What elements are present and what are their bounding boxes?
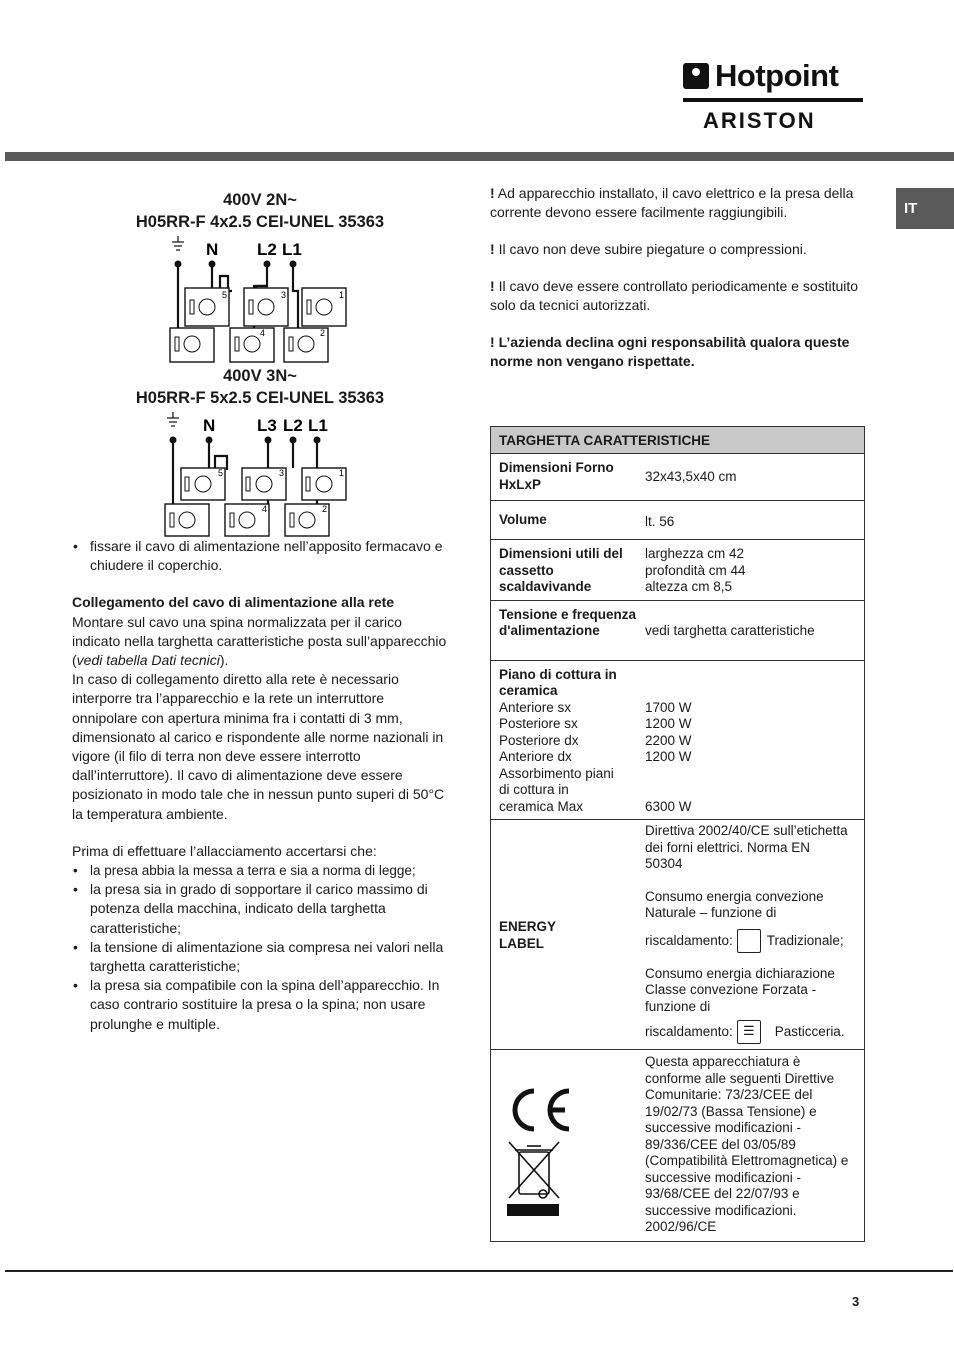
hob-zone-value: 1200 W xyxy=(645,749,692,764)
hob-zone-name: Posteriore dx xyxy=(499,732,579,748)
language-tab: IT xyxy=(896,188,954,229)
energy-directive: Direttiva 2002/40/CE sull’etichetta dei forni elettrici. Norma EN 50304 xyxy=(645,823,848,871)
paragraph-direct-connection: In caso di collegamento diretto alla rete è necessario interporre tra l’apparecchio e la rete un interruttore onnipolare con apertura minima fra i contatti di 3 mm, dimensionato al carico e rispondente alle norme nazionali in vigore (il filo di terra non deve essere interrotto dall’interruttore). Il cavo di alimentazione deve essere posizionato in modo tale che in nessun punto superi di 50°C la temperatura ambiente. xyxy=(72,671,445,822)
hob-zone-value: 2200 W xyxy=(645,732,692,748)
row-value: vedi targhetta caratteristiche xyxy=(638,600,865,660)
row-value: lt. 56 xyxy=(638,501,865,540)
note-2-text: Il cavo non deve subire piegature o compressioni. xyxy=(498,241,807,257)
diagram2-terminal-1: 1 xyxy=(339,468,345,478)
check-bullet: • la tensione di alimentazione sia compresa nei valori nella targhetta caratteristiche; xyxy=(72,938,452,976)
diagram1-label-l1: L1 xyxy=(282,240,302,259)
note-3-text: Il cavo deve essere controllato periodicamente e sostituito solo da tecnici autorizzati. xyxy=(490,278,859,313)
diagram2-terminal-4: 4 xyxy=(262,504,268,514)
diagram2-title-line2: H05RR-F 5x2.5 CEI-UNEL 35363 xyxy=(135,389,385,407)
diagram2-terminal-5: 5 xyxy=(218,468,224,478)
note-2 xyxy=(490,240,870,259)
diagram2-label-l3: L3 xyxy=(257,416,277,435)
drawer-depth: profondità cm 44 xyxy=(645,562,746,578)
note-mark: ! xyxy=(490,334,495,350)
traditional-label: Tradizionale; xyxy=(766,932,844,948)
row-label xyxy=(491,660,639,820)
energy-pastry-row xyxy=(645,1019,860,1045)
brand-name: Hotpoint xyxy=(715,58,839,93)
energy-natural-convection: Consumo energia convezione Naturale – funzione di xyxy=(645,888,824,920)
diagram2-label-n: N xyxy=(203,416,216,435)
hob-label: Piano di cottura in ceramica xyxy=(499,666,617,698)
row-label: Tensione e frequenza d'alimentazione xyxy=(491,600,639,660)
energy-forced-convection: Consumo energia dichiarazione Classe convezione Forzata - funzione di xyxy=(645,965,835,1014)
brand-logo xyxy=(683,58,863,138)
note-1-text: Ad apparecchio installato, il cavo elettrico e la presa della corrente devono essere facilmente raggiungibili. xyxy=(490,185,854,220)
note-mark: ! xyxy=(490,241,495,257)
safety-notes xyxy=(490,184,870,389)
diagram1-terminal-1: 1 xyxy=(339,290,345,300)
diagram1-title-line1: 400V 2N~ xyxy=(223,191,297,209)
row-value xyxy=(638,660,865,820)
table-row xyxy=(491,600,865,660)
diagram2-label-l2: L2 xyxy=(283,416,303,435)
ce-mark-c-icon xyxy=(515,1091,534,1129)
table-row xyxy=(491,540,865,601)
paragraph-plug-b: ). xyxy=(219,652,229,669)
hob-zone-name: Anteriore dx xyxy=(499,749,572,764)
heating-label: riscaldamento: xyxy=(645,932,733,948)
diagram2-label-l1: L1 xyxy=(308,416,328,435)
diagram2-terminal-3: 3 xyxy=(279,468,285,478)
table-row xyxy=(491,820,865,1050)
paragraph-plug-italic: vedi tabella Dati tecnici xyxy=(76,652,220,669)
drawer-height: altezza cm 8,5 xyxy=(645,579,733,594)
logo-mark-icon xyxy=(683,63,709,89)
section-heading: Collegamento del cavo di alimentazione alla rete xyxy=(72,594,395,611)
diagram1-label-l2: L2 xyxy=(257,240,277,259)
table-row xyxy=(491,1050,865,1242)
note-4-text: L’azienda declina ogni responsabilità qualora queste norme non vengano rispettate. xyxy=(490,334,850,369)
check-bullet: • la presa sia compatibile con la spina dell’apparecchio. In caso contrario sostituire la presa o la spina; non usare prolunghe e multiple. xyxy=(72,976,452,1034)
check-bullet: • la presa sia in grado di sopportare il carico massimo di potenza della macchina, indicato della targhetta caratteristiche; xyxy=(72,880,452,938)
table-row xyxy=(491,454,865,501)
ce-declaration: Questa apparecchiatura è conforme alle seguenti Direttive Comunitarie: 73/23/CEE del 19/02/73 (Bassa Tensione) e successive modificazioni - 89/336/CEE del 03/05/89 (Compatibilità Elettromagnetica) e successive modificazioni - 93/68/CEE del 22/07/93 e successive modificazioni. 2002/96/CE xyxy=(638,1050,865,1242)
diagram1-terminal-4: 4 xyxy=(260,328,266,338)
hob-zone-name: Posteriore sx xyxy=(499,716,578,731)
paragraph-plug xyxy=(72,613,452,671)
logo-bar xyxy=(683,98,863,102)
spec-table-header: TARGHETTA CARATTERISTICHE xyxy=(491,427,865,454)
traditional-symbol-icon xyxy=(737,929,761,953)
page-number: 3 xyxy=(852,1294,860,1309)
weee-bin-icon xyxy=(509,1142,559,1198)
bullet-fix-cable: • fissare il cavo di alimentazione nell’apposito fermacavo e chiudere il coperchio. xyxy=(72,537,452,575)
paragraph-plug-a: Montare sul cavo una spina normalizzata per il carico indicato nella targhetta caratteristiche posta sull’apparecchio ( xyxy=(72,613,447,669)
hob-zone-value: 1200 W xyxy=(645,716,692,731)
row-label: Volume xyxy=(491,501,639,540)
row-value: 32x43,5x40 cm xyxy=(638,454,865,501)
energy-values xyxy=(638,820,865,1050)
note-mark: ! xyxy=(490,185,495,201)
table-row xyxy=(491,660,865,820)
pastry-label: Pasticceria. xyxy=(774,1024,845,1039)
spec-table xyxy=(490,426,865,1242)
table-row xyxy=(491,501,865,540)
energy-label xyxy=(491,820,639,1050)
hob-zone-name: Anteriore sx xyxy=(499,699,572,715)
footer-rule xyxy=(5,1270,953,1272)
diagram1-title-line2: H05RR-F 4x2.5 CEI-UNEL 35363 xyxy=(135,213,385,231)
diagram1-terminal-2: 2 xyxy=(320,328,326,338)
hob-total-value: 6300 W xyxy=(645,798,692,814)
diagram1-title xyxy=(70,189,450,233)
diagram2-terminal-2: 2 xyxy=(322,504,328,514)
drawer-width: larghezza cm 42 xyxy=(645,546,745,561)
left-column-text xyxy=(72,537,452,1034)
diagram1-terminal-5: 5 xyxy=(222,290,228,300)
hob-zone-value: 1700 W xyxy=(645,699,692,715)
diagram2-wiring xyxy=(155,412,360,540)
row-value xyxy=(638,540,865,601)
note-1 xyxy=(490,184,870,222)
paragraph-before-connecting: Prima di effettuare l’allacciamento accertarsi che: xyxy=(72,842,377,859)
heating-label: riscaldamento: xyxy=(645,1024,733,1039)
note-mark: ! xyxy=(490,278,495,294)
note-4 xyxy=(490,333,870,371)
ce-weee-marks xyxy=(505,1084,569,1218)
diagram2-title xyxy=(70,365,450,409)
brand-sub: ARISTON xyxy=(703,108,816,133)
row-label: Dimensioni utili del cassetto scaldavivande xyxy=(491,540,639,601)
compliance-marks xyxy=(491,1050,639,1242)
energy-label-text: ENERGY LABEL xyxy=(499,919,556,951)
diagram1-wiring xyxy=(160,236,360,364)
energy-traditional-row xyxy=(645,928,860,954)
diagram1-terminal-3: 3 xyxy=(281,290,287,300)
note-3 xyxy=(490,277,870,315)
diagram1-label-n: N xyxy=(206,240,219,259)
fan-oven-symbol-icon: ☰ xyxy=(737,1020,761,1044)
header-rule xyxy=(5,152,954,161)
diagram2-title-line1: 400V 3N~ xyxy=(223,367,297,385)
check-bullet: • la presa abbia la messa a terra e sia a norma di legge; xyxy=(72,861,452,880)
row-label: Dimensioni Forno HxLxP xyxy=(491,454,639,501)
hob-total-label: Assorbimento piani di cottura in ceramica Max xyxy=(499,765,614,814)
